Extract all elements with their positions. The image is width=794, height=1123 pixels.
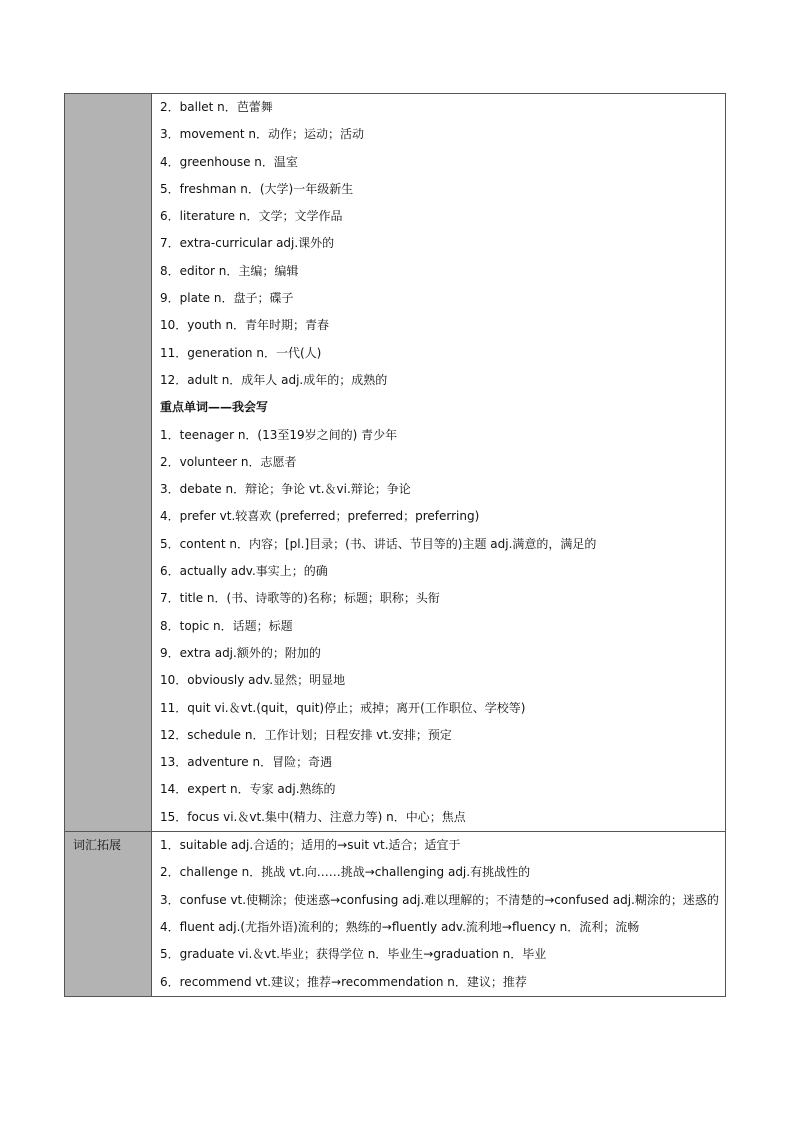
list-item: 1．suitable adj.合适的；适用的→suit vt.适合；适宜于 bbox=[160, 838, 461, 853]
list-item: 4．greenhouse n．温室 bbox=[160, 154, 298, 169]
list-item: 14．expert n．专家 adj.熟练的 bbox=[160, 782, 336, 797]
list-item: 8．topic n．话题；标题 bbox=[160, 618, 293, 633]
list-item: 7．title n．(书、诗歌等的)名称；标题；职称；头衔 bbox=[160, 591, 440, 606]
list-item: 5．graduate vi.＆vt.毕业；获得学位 n．毕业生→graduation n．毕业 bbox=[160, 947, 547, 962]
table-row bbox=[65, 94, 726, 832]
list-item: 1．teenager n．(13至19岁之间的) 青少年 bbox=[160, 427, 398, 442]
section-label-cell bbox=[65, 832, 152, 997]
word-list-key bbox=[152, 422, 725, 831]
section-label-cell bbox=[65, 94, 152, 832]
list-item: 11．quit vi.＆vt.(quit，quit)停止；戒掉；离开(工作职位、学校等) bbox=[160, 700, 526, 715]
list-item: 7．extra-curricular adj.课外的 bbox=[160, 236, 335, 251]
table-row bbox=[65, 832, 726, 997]
list-item: 13．adventure n．冒险；奇遇 bbox=[160, 755, 333, 770]
list-item: 12．schedule n．工作计划；日程安排 vt.安排；预定 bbox=[160, 727, 452, 742]
list-item: 8．editor n．主编；编辑 bbox=[160, 263, 299, 278]
list-item: 2．volunteer n．志愿者 bbox=[160, 454, 297, 469]
list-item: 9．plate n．盘子；碟子 bbox=[160, 291, 294, 306]
list-item: 9．extra adj.额外的；附加的 bbox=[160, 645, 321, 660]
word-list-basic bbox=[152, 94, 725, 394]
list-item: 5．content n．内容；[pl.]目录；(书、讲话、节目等的)主题 adj.满意的，满足的 bbox=[160, 536, 597, 551]
list-item: 3．movement n．动作；运动；活动 bbox=[160, 127, 364, 142]
list-item: 5．freshman n．(大学)一年级新生 bbox=[160, 181, 354, 196]
list-item: 3．debate n．辩论；争论 vt.＆vi.辩论；争论 bbox=[160, 482, 411, 497]
list-item: 2．ballet n．芭蕾舞 bbox=[160, 100, 273, 114]
section-content-cell bbox=[152, 832, 726, 997]
word-list-extension bbox=[152, 832, 725, 996]
list-item: 3．confuse vt.使糊涂；使迷惑→confusing adj.难以理解的；不清楚的→confused adj.糊涂的；迷惑的 bbox=[160, 892, 719, 907]
list-item: 4．fluent adj.(尤指外语)流利的；熟练的→fluently adv.流利地→fluency n．流利；流畅 bbox=[160, 919, 640, 934]
section-heading: 重点单词——我会写 bbox=[160, 400, 269, 415]
section-content-cell bbox=[152, 94, 726, 832]
section-label: 词汇拓展 bbox=[73, 838, 122, 853]
list-item: 10．obviously adv.显然；明显地 bbox=[160, 673, 346, 688]
vocabulary-table bbox=[64, 93, 726, 997]
list-item: 6．literature n．文学；文学作品 bbox=[160, 209, 343, 224]
list-item: 12．adult n．成年人 adj.成年的；成熟的 bbox=[160, 372, 388, 387]
list-item: 2．challenge n．挑战 vt.向……挑战→challenging adj.有挑战性的 bbox=[160, 865, 531, 880]
section-label bbox=[65, 94, 151, 99]
list-item: 10．youth n．青年时期；青春 bbox=[160, 318, 330, 333]
list-item: 6．actually adv.事实上；的确 bbox=[160, 564, 328, 579]
list-item: 4．prefer vt.较喜欢 (preferred；preferred；preferring) bbox=[160, 509, 480, 524]
list-item: 6．recommend vt.建议；推荐→recommendation n．建议；推荐 bbox=[160, 974, 527, 989]
list-item: 15．focus vi.＆vt.集中(精力、注意力等) n．中心；焦点 bbox=[160, 809, 466, 824]
list-item: 11．generation n．一代(人) bbox=[160, 345, 322, 360]
